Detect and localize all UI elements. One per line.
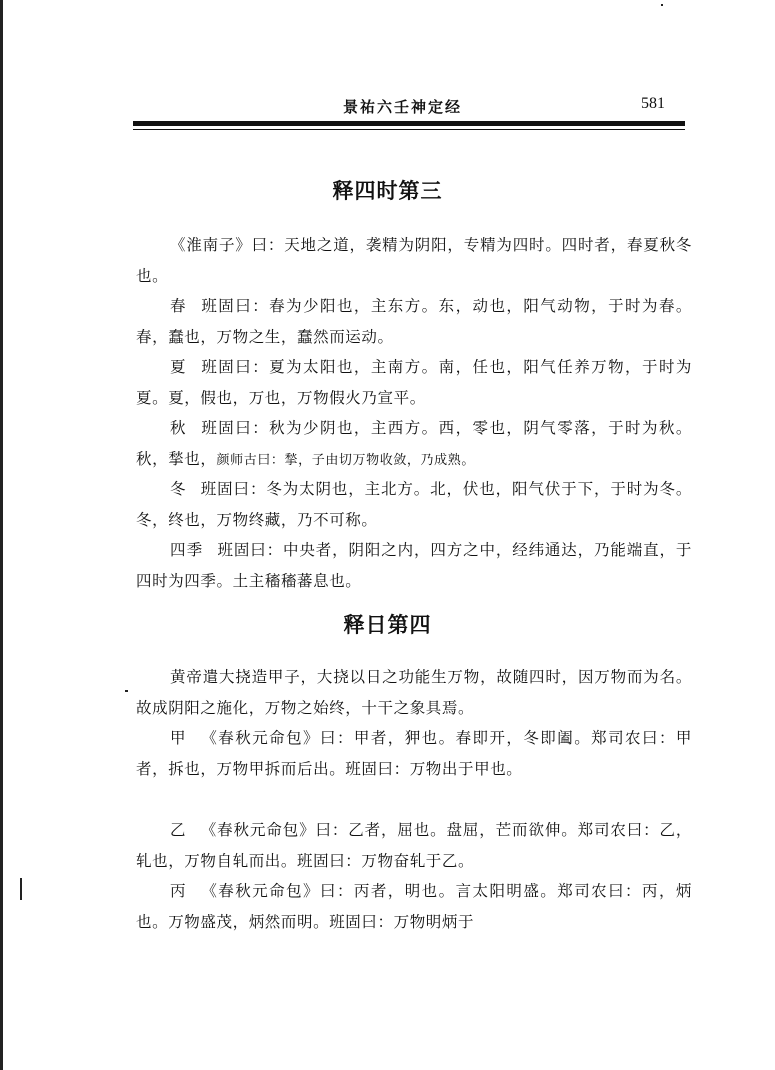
- paragraph: [136, 662, 692, 723]
- paragraph-lead: 夏: [170, 358, 188, 376]
- paragraph-text: 班固曰：冬为太阴也，主北方。北，伏也，阳气伏于下，于时为冬。冬，终也，万物终藏，乃不可称。: [136, 480, 692, 529]
- paragraph: [136, 723, 692, 784]
- paragraph: [136, 413, 692, 476]
- page-number: 581: [641, 95, 665, 112]
- paragraph: [136, 815, 692, 876]
- annotation-note: 颜师古曰：揫，子由切万物收敛，乃成熟。: [216, 452, 475, 468]
- paragraph-lead: 冬: [170, 480, 187, 498]
- paragraph-text: 《春秋元命包》曰：乙者，屈也。盘屈，芒而欲伸。郑司农曰：乙，轧也，万物自轧而出。班固曰：万物奋轧于乙。: [136, 821, 692, 870]
- paragraph: [136, 535, 692, 596]
- header-rule-thick: [133, 121, 685, 126]
- scan-mark: [661, 4, 663, 6]
- paragraph-lead: 四季: [170, 541, 204, 559]
- paragraph-lead: 春: [170, 297, 188, 315]
- section-title: 释四时第三: [332, 179, 443, 203]
- paragraph: [136, 352, 692, 413]
- paragraph: [136, 876, 692, 937]
- paragraph-text: 《春秋元命包》曰：丙者，明也。言太阳明盛。郑司农曰：丙，炳也。万物盛茂，炳然而明。班固曰：万物明炳于: [136, 882, 692, 931]
- page-left-edge: [0, 0, 3, 1070]
- header-rule-thin: [133, 129, 685, 130]
- paragraph-text: 班固曰：秋为少阴也，主西方。西，零也，阴气零落，于时为秋。秋，揫也，: [136, 419, 692, 468]
- paragraph-text: 《春秋元命包》曰：甲者，狎也。春即开，冬即阖。郑司农曰：甲者，拆也，万物甲拆而后出。班固曰：万物出于甲也。: [136, 729, 692, 778]
- paragraph-text: 《淮南子》曰：天地之道，袭精为阴阳，专精为四时。四时者，春夏秋冬也。: [136, 236, 692, 285]
- section-title: 释日第四: [343, 613, 432, 637]
- scan-mark: [125, 690, 128, 692]
- paragraph-text: 黄帝遣大挠造甲子，大挠以日之功能生万物，故随四时，因万物而为名。故成阴阳之施化，万物之始终，十干之象具焉。: [136, 668, 692, 717]
- paragraph-lead: 甲: [170, 729, 188, 747]
- paragraph-text: 班固曰：夏为太阳也，主南方。南，任也，阳气任养万物，于时为夏。夏，假也，万也，万物假火乃宣平。: [136, 358, 692, 407]
- header-title: 景祐六壬神定经: [343, 98, 463, 116]
- paragraph: [136, 291, 692, 352]
- paragraph-lead: 丙: [170, 882, 188, 900]
- scan-mark: [20, 878, 22, 900]
- paragraph: [136, 474, 692, 535]
- paragraph: [136, 230, 692, 291]
- paragraph-lead: 乙: [170, 821, 187, 839]
- paragraph-text: 班固曰：春为少阳也，主东方。东，动也，阳气动物，于时为春。春，蠢也，万物之生，蠢然而运动。: [136, 297, 692, 346]
- running-header: [133, 96, 685, 122]
- paragraph-lead: 秋: [170, 419, 188, 437]
- paragraph-text: 班固曰：中央者，阴阳之内，四方之中，经纬通达，乃能端直，于四时为四季。土主稸稸蕃息也。: [136, 541, 692, 590]
